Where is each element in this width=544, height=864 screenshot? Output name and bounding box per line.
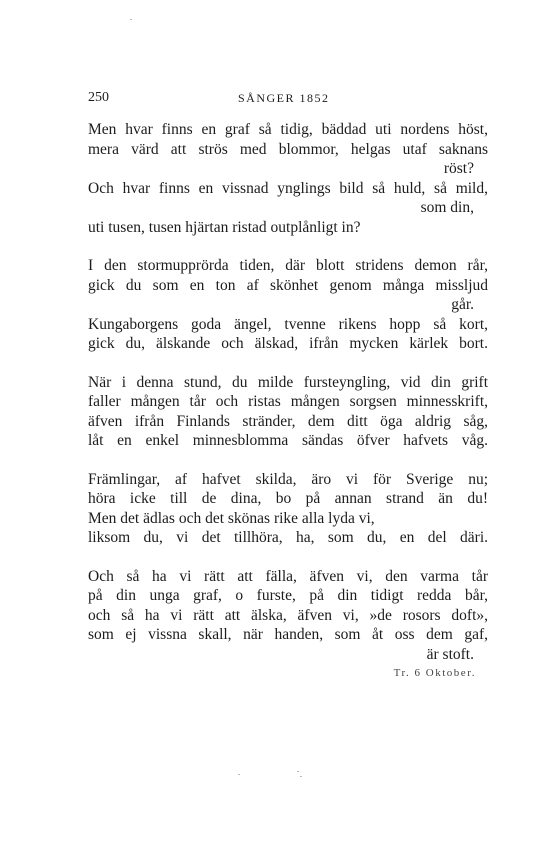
poem-line: gick du, älskande och älskad, ifrån mycken kärlek bort. <box>88 335 488 352</box>
poem-line: är stoft. <box>426 645 474 663</box>
poem-body <box>88 120 488 698</box>
poem-line: mera värd att strös med blommor, helgas utaf saknans <box>88 140 488 158</box>
running-title: SÅNGER 1852 <box>238 91 330 105</box>
poem-line: Men det ädlas och det skönas rike alla lyda vi, <box>88 509 375 527</box>
poem-line: Kungaborgens goda ängel, tvenne rikens hopp så kort, <box>88 315 488 333</box>
poem-line: Och hvar finns en vissnad ynglings bild så huld, så mild, <box>88 179 488 197</box>
poem-line: på din unga graf, o furste, på din tidigt redda bår, <box>88 587 488 604</box>
signature: Tr. 6 Oktober. <box>393 667 476 679</box>
poem-line: uti tusen, tusen hjärtan ristad outplånligt in? <box>88 218 361 236</box>
paper-speck <box>130 19 132 20</box>
poem-line: som ej vissna skall, när handen, som åt oss dem gaf, <box>88 626 488 643</box>
poem-line: Men hvar finns en graf så tidig, bäddad uti nordens höst, <box>88 121 488 138</box>
poem-line: höra icke till de dina, bo på annan strand än du! <box>88 490 488 507</box>
poem-line: Främlingar, af hafvet skilda, äro vi för Sverige nu; <box>88 470 488 488</box>
page-number: 250 <box>88 90 109 105</box>
paper-speck <box>300 776 302 777</box>
stanza <box>88 120 488 237</box>
poem-line: går. <box>451 296 474 313</box>
poem-line: och så ha vi rätt att älska, äfven vi, »de rosors doft», <box>88 606 488 624</box>
stanza <box>88 470 488 548</box>
poem-line: faller mången tår och ristas mången sorgsen minnesskrift, <box>88 393 488 410</box>
poem-line: När i denna stund, du milde fursteyngling, vid din grift <box>88 373 488 391</box>
paper-speck <box>238 774 240 775</box>
poem-line: liksom du, vi det tillhöra, ha, som du, en del däri. <box>88 529 488 546</box>
stanza <box>88 373 488 451</box>
poem-line: äfven ifrån Finlands stränder, dem ditt öga aldrig såg, <box>88 412 488 430</box>
stanza <box>88 256 488 354</box>
poem-line: röst? <box>443 160 474 177</box>
poem-line: som din, <box>420 199 474 216</box>
poem-line: låt en enkel minnesblomma sändas öfver hafvets våg. <box>88 432 488 449</box>
page-header <box>88 90 488 110</box>
poem-line: gick du som en ton af skönhet genom många missljud <box>88 276 488 294</box>
paper-speck <box>297 771 299 772</box>
poem-line: Och så ha vi rätt att fälla, äfven vi, den varma tår <box>88 567 488 585</box>
stanza <box>88 567 488 680</box>
poem-line: I den stormupprörda tiden, där blott stridens demon rår, <box>88 257 488 274</box>
